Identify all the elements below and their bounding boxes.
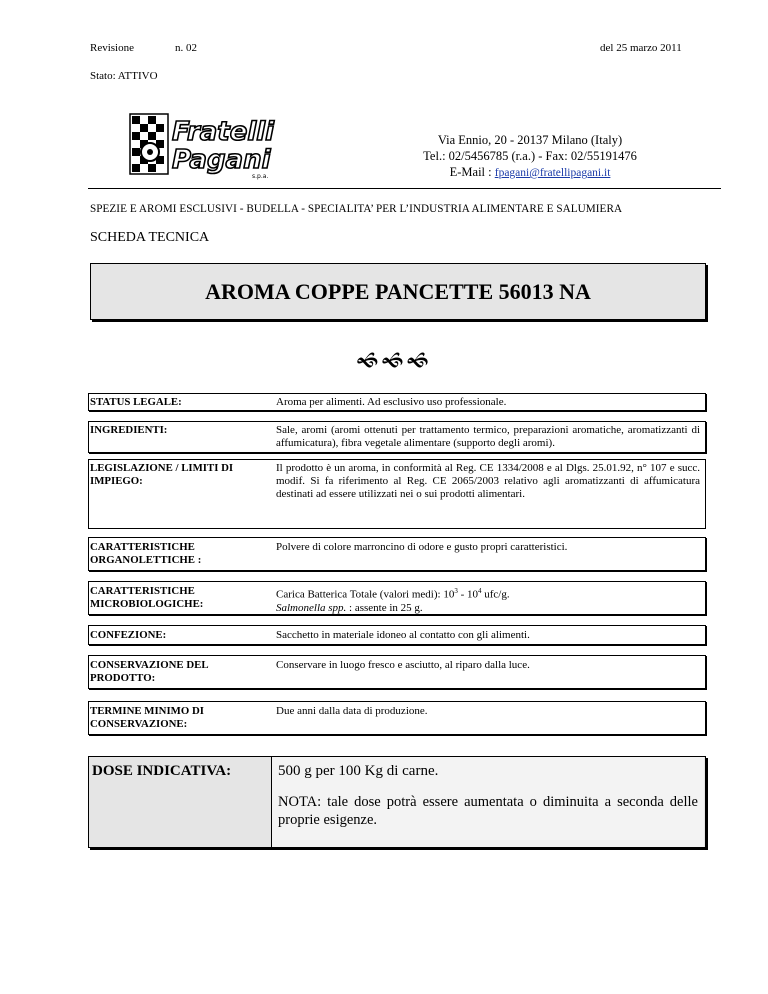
carica-text: Carica Batterica Totale (valori medi): 10 [276,588,455,601]
status-text: Stato: ATTIVO [90,70,158,82]
salmonella-result: : assente in 25 g. [346,601,423,614]
header-divider [88,188,721,189]
ingredienti-label: INGREDIENTI: [90,424,168,436]
company-logo [128,104,284,182]
salmonella-name: Salmonella spp. [276,601,347,614]
organolettiche-value: Polvere di colore marroncino di odore e gusto propri caratteristici. [276,541,568,553]
address: Via Ennio, 20 - 20137 Milano (Italy) [437,133,623,147]
exponent-1: 3 [454,587,458,595]
carica-batterica [276,585,700,602]
logo-suffix: s.p.a. [252,173,269,180]
logo-text-line2: Pagani [172,145,271,175]
confezione-value: Sacchetto in materiale idoneo al contatto con gli alimenti. [276,629,530,641]
salmonella-line [276,602,700,615]
legislazione-label: LEGISLAZIONE / LIMITI DI IMPIEGO: [90,462,234,487]
email-line [390,164,670,181]
carica-mid: - 10 [457,588,478,601]
microbiologiche-label: CARATTERISTICHE MICROBIOLOGICHE: [90,585,204,610]
exponent-2: 4 [478,587,482,595]
carica-unit: ufc/g. [481,588,510,601]
ornament-divider: 🙜🙜🙜 [356,350,432,372]
termine-label: TERMINE MINIMO DI CONSERVAZIONE: [90,705,204,730]
conservazione-value: Conservare in luogo fresco e asciutto, al riparo dalla luce. [276,659,530,671]
dose-note: NOTA: tale dose potrà essere aumentata o diminuita a seconda delle proprie esigenze. [278,794,698,828]
logo-graphic [128,104,284,182]
ingredienti-value: Sale, aromi (aromi ottenuti per trattamento termico, preparazioni aromatiche, aromatizzanti di affumicatura), fibra vegetale alimentare (supporto degli aromi). [276,424,700,449]
logo-text-line1: Fratelli [172,117,275,147]
status-legale-value: Aroma per alimenti. Ad esclusivo uso professionale. [276,396,507,408]
microbiologiche-value [276,585,700,615]
email-link[interactable]: fpagani@fratellipagani.it [494,167,611,179]
legislazione-value: Il prodotto è un aroma, in conformità al Reg. CE 1334/2008 e al Dlgs. 25.01.92, n° 107 e succ. modif. Si fa riferimento al Reg. CE 2065/2003 relativo agli aromatizzanti di affumicatura destinati ad essere utilizzati nei o sui prodotti alimentari. [276,462,700,500]
title-box [90,263,706,320]
product-title: AROMA COPPE PANCETTE 56013 NA [205,279,591,304]
dose-label: DOSE INDICATIVA: [92,763,232,779]
dose-value: 500 g per 100 Kg di carne. [278,763,439,779]
contact-block [390,132,670,181]
status-legale-label: STATUS LEGALE: [90,396,182,408]
email-label: E-Mail : [449,165,492,179]
document-type: SCHEDA TECNICA [90,230,210,245]
conservazione-label: CONSERVAZIONE DEL PRODOTTO: [90,659,208,684]
termine-value: Due anni dalla data di produzione. [276,705,428,717]
revision-label: Revisione [90,42,134,54]
phone-fax: Tel.: 02/5456785 (r.a.) - Fax: 02/55191476 [423,149,637,163]
organolettiche-label: CARATTERISTICHE ORGANOLETTICHE : [90,541,202,566]
company-tagline: SPEZIE E AROMI ESCLUSIVI - BUDELLA - SPECIALITA’ PER L’INDUSTRIA ALIMENTARE E SALUMIERA [90,203,623,215]
revision-number: n. 02 [175,42,197,54]
confezione-label: CONFEZIONE: [90,629,167,641]
revision-date: del 25 marzo 2011 [600,42,682,54]
